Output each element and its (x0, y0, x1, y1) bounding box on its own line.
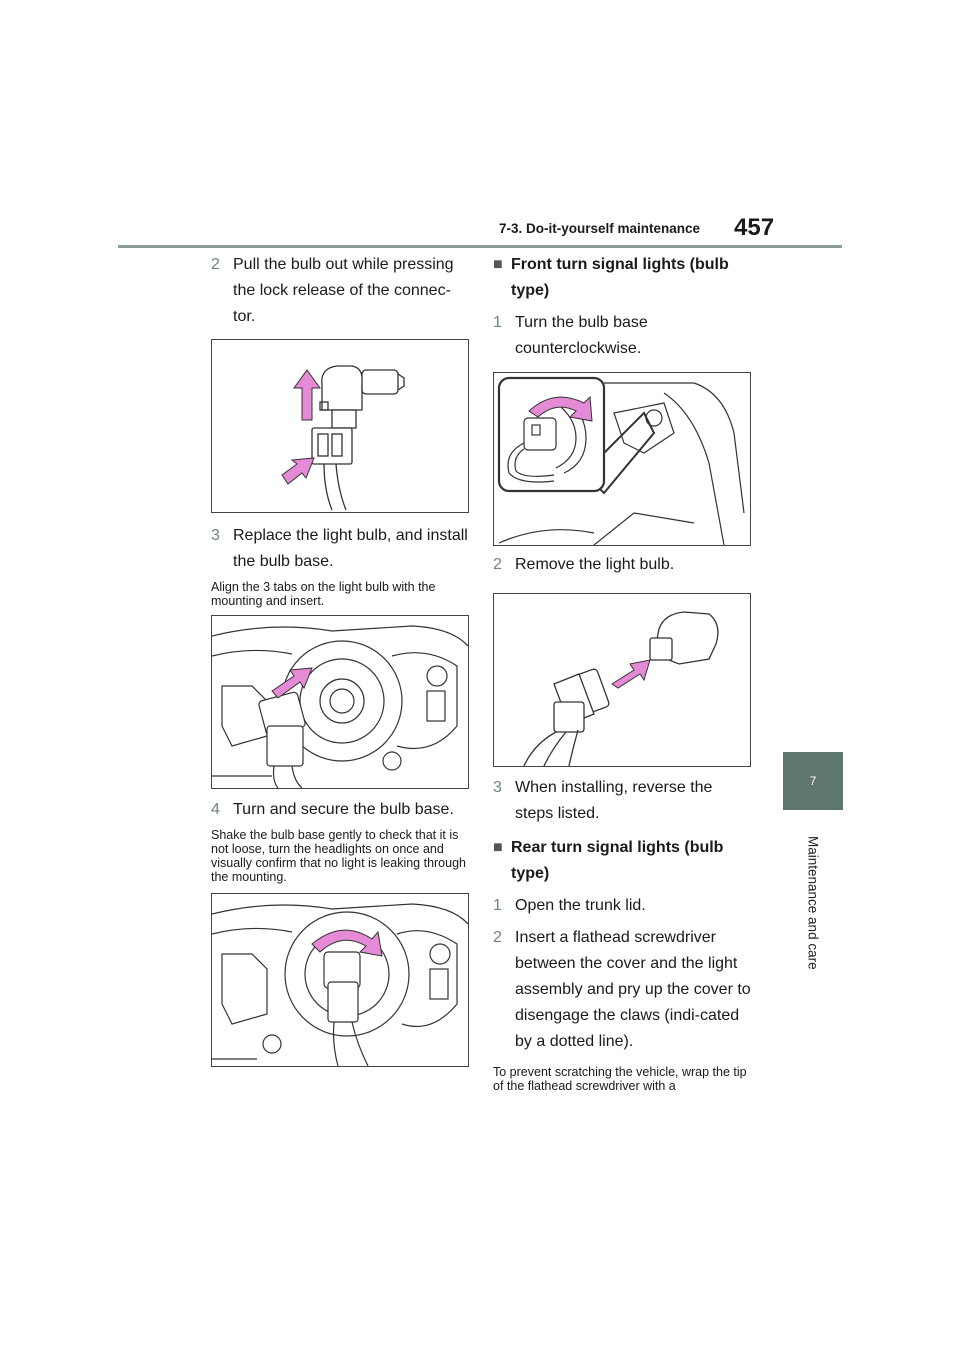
rear-step-2-note: To prevent scratching the vehicle, wrap the tip of the flathead screwdriver with a (493, 1065, 747, 1093)
chapter-tab-label (783, 818, 843, 988)
step-text: When installing, reverse the steps listed. (515, 779, 713, 822)
step-text: Turn and secure the bulb base. (233, 801, 454, 818)
front-step-3 (493, 775, 751, 827)
heading-marker: ■ (493, 839, 503, 856)
heading-text: Rear turn signal lights (bulb type) (511, 839, 724, 882)
rear-step-1 (493, 893, 751, 919)
step-text: Insert a flathead screwdriver between the cover and the light assembly and pry up the cover to disengage the claws (indi-cated by a dotted line). (515, 929, 751, 1050)
step-3-note: Align the 3 tabs on the light bulb with the mounting and insert. (211, 580, 436, 608)
front-step-1 (493, 310, 751, 362)
step-number: 2 (211, 256, 220, 273)
figure-install-bulb-base (211, 615, 469, 789)
step-text: Open the trunk lid. (515, 897, 646, 914)
step-3-replace-bulb (211, 523, 469, 575)
page-number: 457 (734, 214, 775, 241)
chapter-title: Maintenance and care (805, 836, 821, 970)
step-number: 2 (493, 929, 502, 946)
step-number: 1 (493, 314, 502, 331)
step-number: 1 (493, 897, 502, 914)
rear-step-2 (493, 925, 751, 1055)
step-number: 3 (211, 527, 220, 544)
figure-pull-bulb (211, 339, 469, 513)
step-number: 3 (493, 779, 502, 796)
page-header-title: 7-3. Do-it-yourself maintenance (498, 221, 700, 236)
right-column (493, 252, 751, 1093)
front-step-2 (493, 552, 751, 578)
heading-marker: ■ (493, 256, 503, 273)
figure-front-turn-bulb-base (493, 372, 751, 546)
heading-text: Front turn signal lights (bulb type) (511, 256, 729, 299)
step-text: Replace the light bulb, and install the bulb base. (233, 527, 468, 570)
step-number: 2 (493, 556, 502, 573)
step-4-secure-bulb (211, 797, 469, 823)
rear-turn-signal-heading (493, 835, 751, 887)
front-turn-signal-heading (493, 252, 751, 304)
step-2-pull-bulb (211, 252, 469, 330)
header-rule (118, 245, 842, 248)
step-4-note: Shake the bulb base gently to check that it is not loose, turn the headlights on once and visually confirm that no light is leaking through the mounting. (211, 828, 466, 884)
left-column (211, 252, 469, 1067)
step-text: Turn the bulb base counterclockwise. (515, 314, 648, 357)
figure-turn-bulb-base (211, 893, 469, 1067)
step-text: Pull the bulb out while pressing the lock release of the connec-tor. (233, 256, 454, 325)
figure-remove-front-bulb (493, 593, 751, 767)
step-number: 4 (211, 801, 220, 818)
step-text: Remove the light bulb. (515, 556, 675, 573)
chapter-tab-number: 7 (783, 752, 843, 810)
